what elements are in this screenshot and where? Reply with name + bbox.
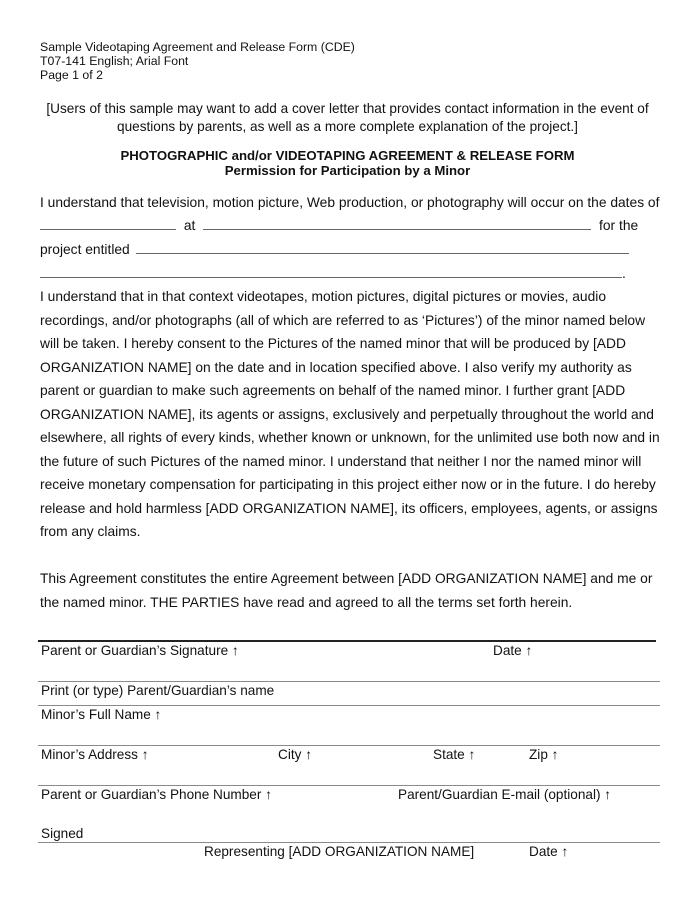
- minor-full-name-label: Minor’s Full Name ↑: [41, 707, 162, 722]
- project-entitled-label: project entitled: [40, 242, 130, 257]
- doc-header-title: Sample Videotaping Agreement and Release Form (CDE): [40, 40, 355, 54]
- print-name-label: Print (or type) Parent/Guardian’s name: [41, 683, 275, 698]
- cover-letter-note-line2: questions by parents, as well as a more complete explanation of the project.]: [117, 119, 578, 134]
- print-name-line[interactable]: [38, 681, 660, 682]
- paragraph-line: parent or guardian to make such agreements on behalf of the named minor. I further grant [ADD: [40, 383, 626, 398]
- city-label: City ↑: [278, 747, 312, 762]
- zip-label: Zip ↑: [529, 747, 559, 762]
- project-title-row: [40, 238, 660, 262]
- paragraph-line: elsewhere, all rights of every kinds, whether known or unknown, for the unlimited use both now and in: [40, 430, 660, 445]
- intro-line: I understand that television, motion picture, Web production, or photography will occur on the dates of: [40, 195, 660, 210]
- dates-location-row: [40, 214, 660, 238]
- location-input-blank[interactable]: [203, 215, 591, 230]
- paragraph-line: recordings, and/or photographs (all of which are referred to as ‘Pictures’) of the minor named below: [40, 312, 646, 328]
- paragraph-line: This Agreement constitutes the entire Agreement between [ADD ORGANIZATION NAME] and me or: [40, 571, 653, 586]
- at-label: at: [183, 218, 196, 233]
- paragraph-line: I understand that in that context videotapes, motion pictures, digital pictures or movies, audio: [40, 289, 606, 304]
- representing-label: Representing [ADD ORGANIZATION NAME]: [204, 844, 475, 859]
- cover-letter-note-line1: [Users of this sample may want to add a cover letter that provides contact information in the event of: [46, 101, 649, 116]
- doc-header-code: T07-141 English; Arial Font: [40, 54, 189, 68]
- consent-paragraph: [40, 285, 660, 544]
- paragraph-line: ORGANIZATION NAME] on the date and in location specified above. I also verify my authority as: [40, 359, 632, 375]
- address-line[interactable]: [38, 745, 660, 746]
- paragraph-line: the named minor. THE PARTIES have read and agreed to all the terms set forth herein.: [40, 594, 573, 610]
- signed-label: Signed: [41, 826, 84, 841]
- paragraph-line: release and hold harmless [ADD ORGANIZATION NAME], its officers, employees, agents, or assigns: [40, 500, 658, 516]
- parent-signature-label: Parent or Guardian’s Signature ↑: [41, 643, 239, 658]
- state-label: State ↑: [433, 747, 476, 762]
- project-title-input-blank[interactable]: [136, 239, 629, 254]
- signature-line[interactable]: [38, 640, 656, 642]
- organization-signature-line[interactable]: [38, 842, 660, 843]
- agreement-paragraph: [40, 567, 660, 614]
- form-title: PHOTOGRAPHIC and/or VIDEOTAPING AGREEMENT & RELEASE FORM: [120, 148, 575, 163]
- project-title-continued-row: [40, 262, 660, 286]
- email-label: Parent/Guardian E-mail (optional) ↑: [398, 787, 612, 802]
- paragraph-line: will be taken. I hereby consent to the Pictures of the named minor that will be produced by [ADD: [40, 336, 626, 351]
- project-title-continued-blank[interactable]: [40, 263, 622, 278]
- contact-line[interactable]: [38, 785, 660, 786]
- date-label-2: Date ↑: [529, 844, 569, 859]
- paragraph-line: ORGANIZATION NAME], its agents or assigns, exclusively and perpetually throughout the world and: [40, 406, 654, 422]
- doc-header-page: Page 1 of 2: [40, 68, 103, 82]
- for-the-label: for the: [599, 218, 639, 233]
- paragraph-line: receive monetary compensation for participating in this project either now or in the future. I do hereby: [40, 477, 656, 492]
- dates-input-blank[interactable]: [40, 215, 176, 230]
- phone-label: Parent or Guardian’s Phone Number ↑: [41, 787, 272, 802]
- paragraph-line: the future of such Pictures of the named minor. I understand that neither I nor the named minor will: [40, 453, 642, 469]
- form-subtitle: Permission for Participation by a Minor: [224, 163, 471, 178]
- minor-name-line[interactable]: [38, 705, 660, 706]
- period: .: [622, 266, 626, 281]
- minor-address-label: Minor’s Address ↑: [41, 747, 149, 762]
- paragraph-line: from any claims.: [40, 524, 141, 539]
- date-label: Date ↑: [493, 643, 533, 658]
